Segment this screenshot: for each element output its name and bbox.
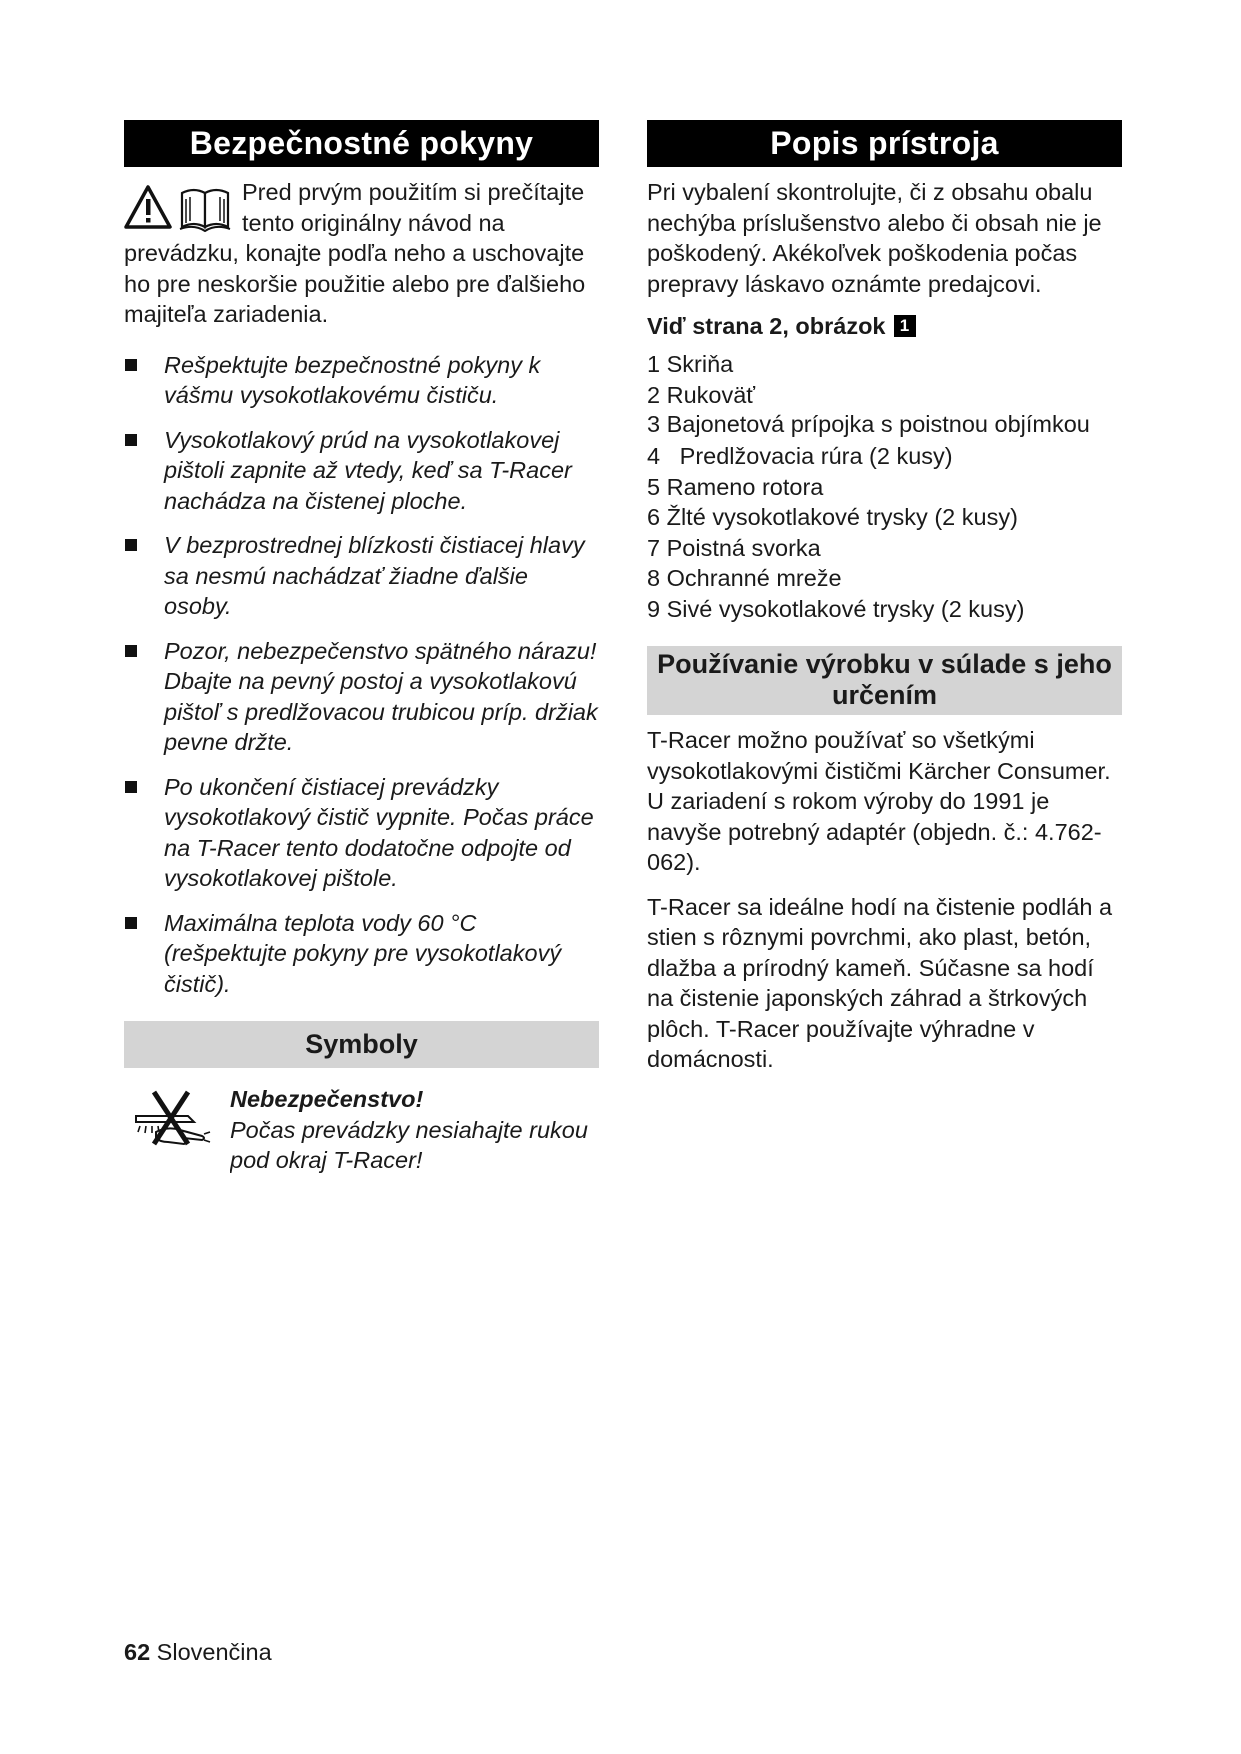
part-number: 2: [647, 381, 661, 408]
bullet-square-icon: [125, 645, 137, 657]
part-label: Predlžovacia rúra (2 kusy): [679, 443, 953, 469]
description-heading: Popis prístroja: [647, 120, 1122, 167]
bullet-square-icon: [125, 917, 137, 929]
part-label: Bajonetová prípojka s poistnou objímkou: [666, 411, 1090, 437]
part-number: 9: [647, 595, 661, 622]
intro-icons: [124, 179, 232, 235]
warning-triangle-icon: [126, 187, 170, 227]
part-number: 4: [647, 443, 661, 469]
list-item: [647, 441, 1122, 472]
list-item-text: Po ukončení čistiacej prevádzky vysokotlakový čistič vypnite. Počas práce na T-Racer tento dodatočne odpojte od vysokotlakovej pištole.: [164, 773, 594, 891]
part-label: Skriňa: [666, 351, 734, 377]
manual-book-icon: [180, 190, 230, 231]
list-item-text: Rešpektujte bezpečnostné pokyny k vášmu vysokotlakovému čističu.: [164, 351, 541, 408]
symbols-heading: Symboly: [124, 1021, 599, 1068]
list-item-text: Maximálna teplota vody 60 °C (rešpektujte pokyny pre vysokotlakový čistič).: [164, 909, 562, 997]
figure-reference-label: Viď strana 2, obrázok: [647, 313, 886, 339]
page-number: 62: [124, 1639, 151, 1665]
part-label: Rukoväť: [666, 381, 756, 408]
left-column: [124, 120, 599, 1176]
part-number: 3: [647, 411, 661, 437]
danger-title: Nebezpečenstvo!: [230, 1086, 424, 1112]
parts-list: [647, 349, 1122, 624]
part-label: Žlté vysokotlakové trysky (2 kusy): [666, 504, 1018, 530]
list-item: [647, 533, 1122, 564]
no-hand-under-edge-icon: [128, 1086, 214, 1152]
list-item: [124, 772, 599, 894]
list-item: [124, 425, 599, 517]
danger-symbol-block: [124, 1084, 599, 1176]
part-number: 6: [647, 504, 661, 530]
list-item: [124, 350, 599, 411]
part-number: 7: [647, 534, 661, 561]
part-label: Sivé vysokotlakové trysky (2 kusy): [666, 595, 1025, 622]
footer-language: Slovenčina: [156, 1639, 272, 1665]
list-item: [647, 502, 1122, 533]
list-item-text: Vysokotlakový prúd na vysokotlakovej pištoli zapnite až vtedy, keď sa T-Racer nachádza na čistenej ploche.: [164, 426, 572, 514]
bullet-square-icon: [125, 434, 137, 446]
list-item: [647, 594, 1122, 625]
part-number: 1: [647, 351, 661, 377]
description-text: Pri vybalení skontrolujte, či z obsahu obalu nechýba príslušenstvo alebo či obsah nie je poškodený. Akékoľvek poškodenia počas prepravy láskavo oznámte predajcovi.: [647, 179, 1102, 297]
list-item: [124, 908, 599, 1000]
list-item-text: V bezprostrednej blízkosti čistiacej hlavy sa nesmú nachádzať žiadne ďalšie osoby.: [164, 532, 585, 619]
figure-number-badge: 1: [894, 315, 916, 337]
intended-use-heading: Používanie výrobku v súlade s jeho určením: [647, 646, 1122, 715]
danger-description: Počas prevádzky nesiahajte rukou pod okraj T-Racer!: [230, 1116, 588, 1173]
safety-intro-text: Pred prvým použitím si prečítajte tento originálny návod na prevádzku, konajte podľa neho a uschovajte ho pre neskoršie použitie alebo pre ďalšieho majiteľa zariadenia.: [124, 179, 586, 327]
bullet-square-icon: [125, 539, 137, 551]
safety-intro: [124, 177, 599, 330]
danger-symbol-text: [230, 1084, 599, 1176]
list-item: [647, 563, 1122, 594]
part-label: Ochranné mreže: [666, 565, 842, 591]
list-item: [647, 472, 1122, 503]
list-item: [647, 349, 1122, 380]
safety-list: [124, 350, 599, 1000]
list-item: [124, 636, 599, 758]
part-label: Rameno rotora: [666, 473, 824, 500]
right-column: [647, 120, 1122, 1075]
list-item: [124, 530, 599, 622]
safety-heading: Bezpečnostné pokyny: [124, 120, 599, 167]
intended-use-paragraph-1: T-Racer možno používať so všetkými vysokotlakovými čističmi Kärcher Consumer. U zariadení s rokom výroby do 1991 je navyše potrebný adaptér (objedn. č.: 4.762-062).: [647, 727, 1111, 875]
bullet-square-icon: [125, 359, 137, 371]
part-number: 5: [647, 473, 661, 500]
list-item: [647, 410, 1122, 439]
part-label: Poistná svorka: [666, 534, 821, 561]
bullet-square-icon: [125, 781, 137, 793]
list-item: [647, 380, 1122, 411]
figure-reference: [647, 311, 1122, 341]
page-footer: [124, 1637, 272, 1667]
list-item-text: Pozor, nebezpečenstvo spätného nárazu! Dbajte na pevný postoj a vysokotlakovú pištoľ s predlžovacou trubicou príp. držiak pevne držte.: [164, 637, 598, 755]
part-number: 8: [647, 565, 661, 591]
intended-use-paragraph-2: T-Racer sa ideálne hodí na čistenie podláh a stien s rôznymi povrchmi, ako plast, betón, dlažba a prírodný kameň. Súčasne sa hodí na čistenie japonských záhrad a štrkových plôch. T-Racer používajte výhradne v domácnosti.: [647, 893, 1113, 1072]
